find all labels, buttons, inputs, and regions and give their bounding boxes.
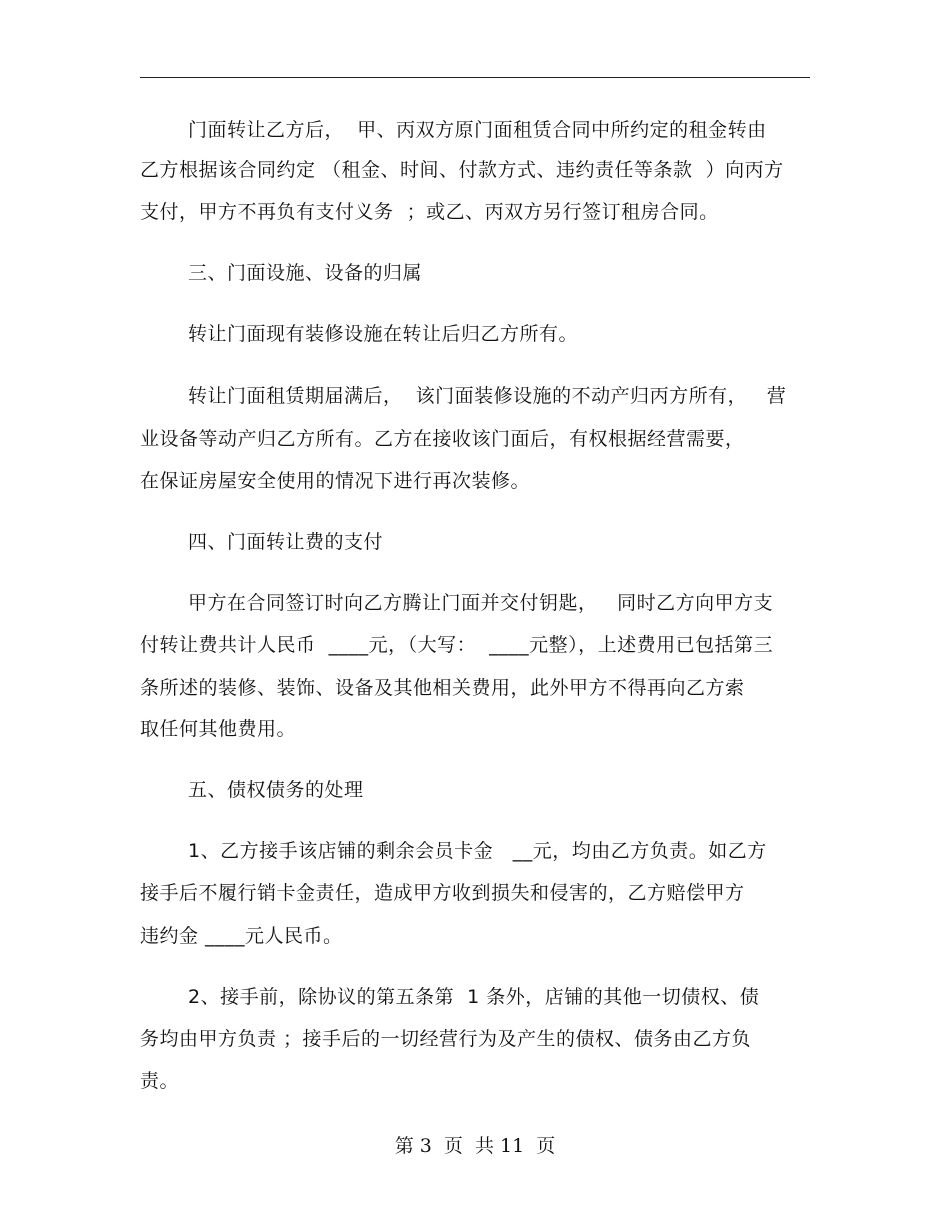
paragraph-6-line-2: 付转让费共计人民币 ____元，（大写： ____元整），上述费用已包括第三 (140, 634, 774, 656)
section-heading-3: 三、门面设施、设备的归属 (188, 262, 423, 284)
item-1-line-3: 违约金 ____元人民币。 (140, 925, 343, 947)
item-2-line-3: 责。 (140, 1070, 180, 1092)
paragraph-6-line-1: 甲方在合同签订时向乙方腾让门面并交付钥匙， 同时乙方向甲方支 (188, 592, 774, 614)
paragraph-1-line-3: 支付，甲方不再负有支付义务 ；或乙、丙双方另行签订租房合同。 (140, 201, 719, 223)
item-2-line-1: 2、接手前，除协议的第五条第 1 条外，店铺的其他一切债权、债 (188, 986, 760, 1008)
paragraph-3-line-1: 转让门面现有装修设施在转让后归乙方所有。 (188, 323, 579, 345)
paragraph-6-line-3: 条所述的装修、装饰、设备及其他相关费用，此外甲方不得再向乙方索 (140, 677, 745, 699)
header-rule (140, 77, 810, 78)
paragraph-4-line-1: 转让门面租赁期届满后， 该门面装修设施的不动产归丙方所有， 营 (188, 385, 787, 407)
item-2-line-2: 务均由甲方负责 ；接手后的一切经营行为及产生的债权、债务由乙方负 (140, 1028, 752, 1050)
section-heading-4: 四、门面转让费的支付 (188, 531, 384, 553)
page-number-footer: 第 3 页 共 11 页 (394, 1135, 556, 1157)
paragraph-1-line-1: 门面转让乙方后， 甲、丙双方原门面租赁合同中所约定的租金转由 (188, 119, 767, 141)
paragraph-4-line-3: 在保证房屋安全使用的情况下进行再次装修。 (140, 470, 531, 492)
paragraph-1-line-2: 乙方根据该合同约定 （租金、时间、付款方式、违约责任等条款 ）向丙方 (140, 159, 784, 181)
item-1-line-1: 1、乙方接手该店铺的剩余会员卡金 __元，均由乙方负责。如乙方 (188, 840, 767, 862)
section-heading-5: 五、债权债务的处理 (188, 779, 364, 801)
item-1-line-2: 接手后不履行销卡金责任，造成甲方收到损失和侵害的，乙方赔偿甲方 (140, 882, 745, 904)
paragraph-6-line-4: 取任何其他费用。 (140, 718, 297, 740)
paragraph-4-line-2: 业设备等动产归乙方所有。乙方在接收该门面后，有权根据经营需要， (140, 428, 745, 450)
